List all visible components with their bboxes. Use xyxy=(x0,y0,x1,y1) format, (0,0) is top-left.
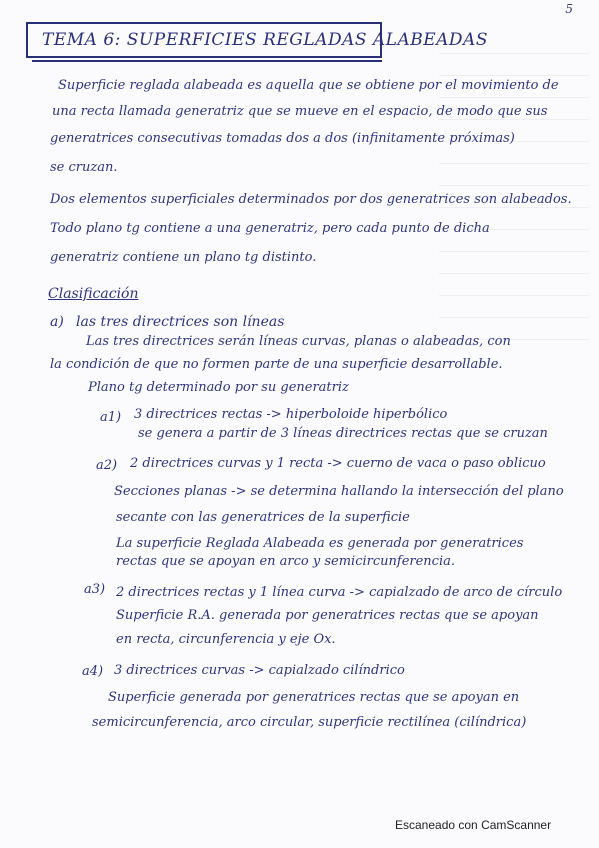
paragraph1-line1: Superficie reglada alabeada es aquella que se obtiene por el movimiento de xyxy=(58,78,559,93)
a2-line1: 2 directrices curvas y 1 recta -> cuerno de vaca o paso oblicuo xyxy=(130,456,546,471)
a4-line3: semicircunferencia, arco circular, superficie rectilínea (cilíndrica) xyxy=(92,715,527,730)
a4-line2: Superficie generada por generatrices rectas que se apoyan en xyxy=(108,690,520,705)
a3-line3: en recta, circunferencia y eje Ox. xyxy=(116,632,336,647)
a2-label: a2) xyxy=(96,458,118,473)
section-a-line2: la condición de que no formen parte de una superficie desarrollable. xyxy=(50,357,503,372)
section-a-heading: las tres directrices son líneas xyxy=(76,314,285,330)
camscanner-footer: Escaneado con CamScanner xyxy=(395,818,552,832)
a1-line2: se genera a partir de 3 líneas directrices rectas que se cruzan xyxy=(138,426,548,441)
a3-label: a3) xyxy=(84,582,106,597)
a3-line1: 2 directrices rectas y 1 línea curva -> capialzado de arco de círculo xyxy=(116,585,563,600)
section-a-label: a) xyxy=(50,314,64,330)
paragraph1-line3: generatrices consecutivas tomadas dos a dos (infinitamente próximas) xyxy=(50,131,515,146)
paragraph1-line4: se cruzan. xyxy=(50,160,118,175)
paragraph2-line2: Todo plano tg contiene a una generatriz, pero cada punto de dicha xyxy=(50,221,490,236)
section-a-line3: Plano tg determinado por su generatriz xyxy=(88,380,349,395)
a4-label: a4) xyxy=(82,664,104,679)
paragraph2-line1: Dos elementos superficiales determinados por dos generatrices son alabeados. xyxy=(50,192,572,207)
a4-line1: 3 directrices curvas -> capialzado cilíndrico xyxy=(114,663,405,678)
page-title: TEMA 6: SUPERFICIES REGLADAS ALABEADAS xyxy=(42,30,488,50)
a1-line1: 3 directrices rectas -> hiperboloide hiperbólico xyxy=(134,407,448,422)
title-box xyxy=(26,22,488,58)
a3-line2: Superficie R.A. generada por generatrices rectas que se apoyan xyxy=(116,608,539,623)
a1-label: a1) xyxy=(100,410,122,425)
paragraph2-line3: generatriz contiene un plano tg distinto. xyxy=(50,250,317,265)
a2-line4: La superficie Reglada Alabeada es generada por generatrices xyxy=(116,536,524,551)
classification-heading: Clasificación xyxy=(48,286,139,302)
page-number: 5 xyxy=(565,2,573,16)
section-a-line1: Las tres directrices serán líneas curvas, planas o alabeadas, con xyxy=(86,334,511,349)
a2-line2: Secciones planas -> se determina hallando la intersección del plano xyxy=(114,484,564,499)
a2-line3: secante con las generatrices de la superficie xyxy=(116,510,410,525)
a2-line5: rectas que se apoyan en arco y semicircunferencia. xyxy=(116,554,455,569)
paragraph1-line2: una recta llamada generatriz que se mueve en el espacio, de modo que sus xyxy=(52,104,548,119)
